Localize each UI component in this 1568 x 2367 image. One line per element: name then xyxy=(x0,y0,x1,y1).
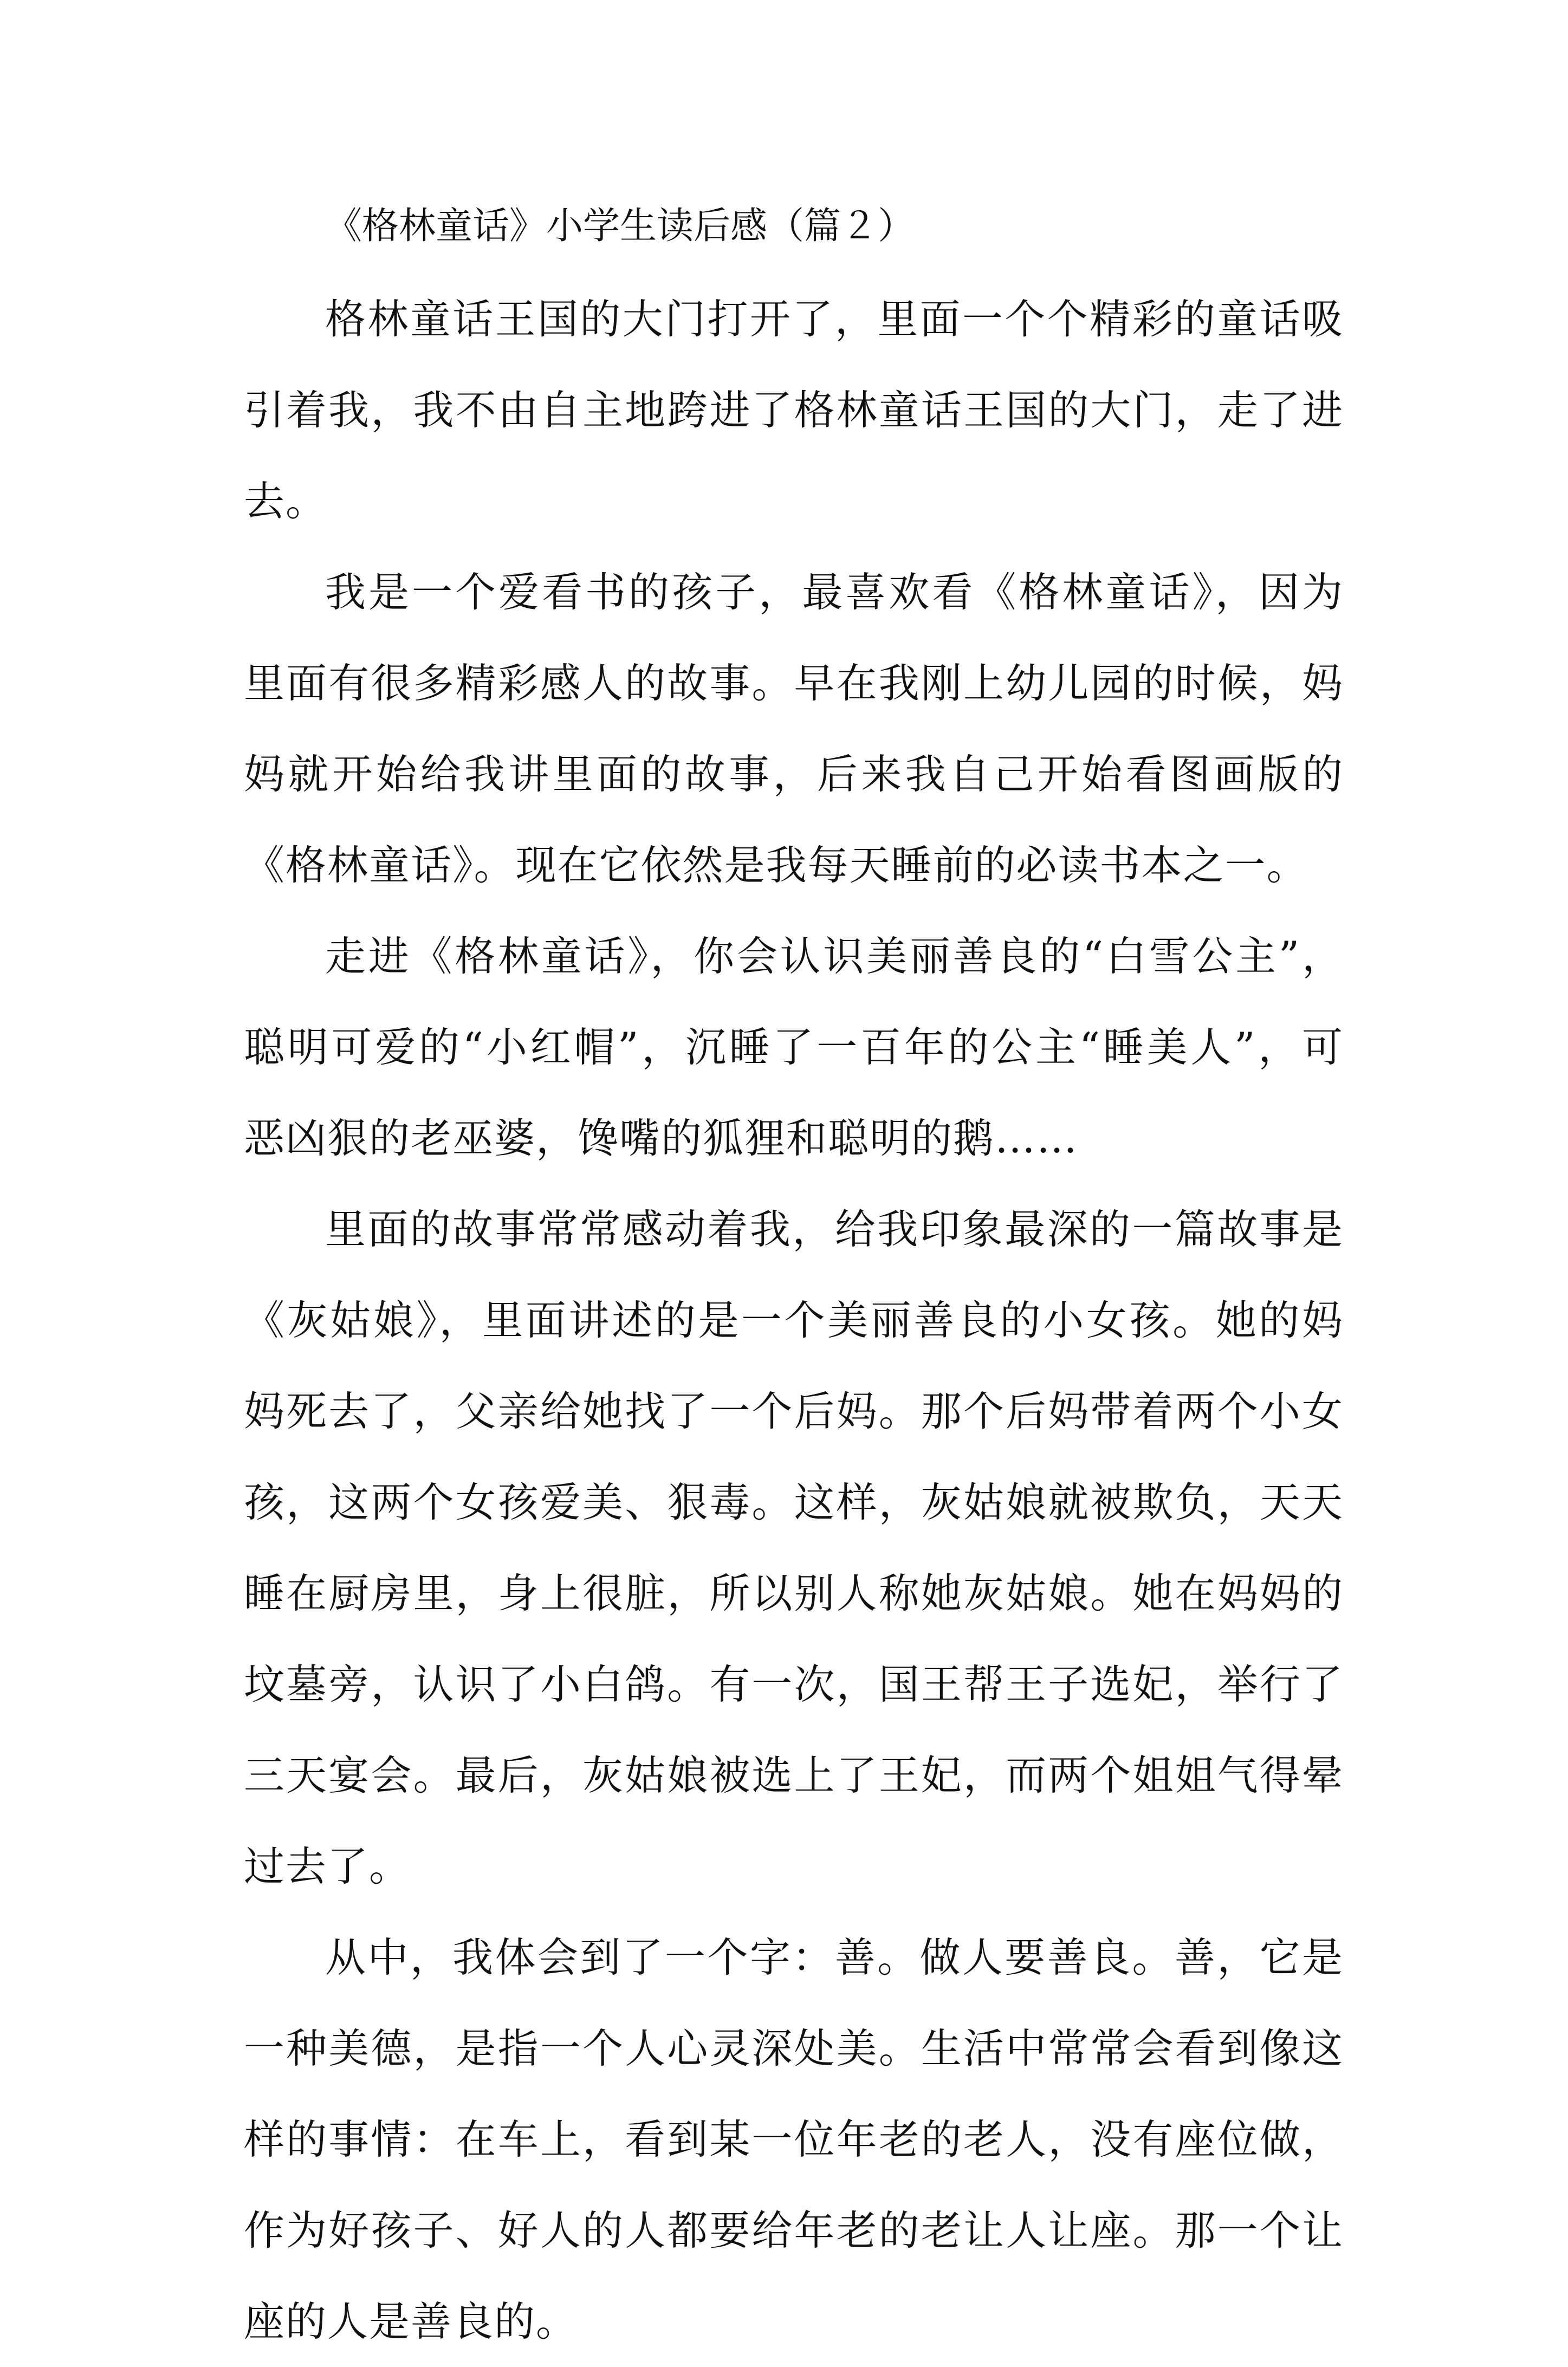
text-line: 一种美德，是指一个人心灵深处美。生活中常常会看到像这 xyxy=(244,2025,1344,2072)
text-line: 睡在厨房里，身上很脏，所以别人称她灰姑娘。她在妈妈的 xyxy=(244,1570,1344,1617)
text-line: 过去了。 xyxy=(244,1843,411,1890)
text-line: 我是一个爱看书的孩子，最喜欢看《格林童话》，因为 xyxy=(325,568,1344,616)
text-line: 三天宴会。最后，灰姑娘被选上了王妃，而两个姐姐气得晕 xyxy=(244,1752,1344,1799)
text-line: 作为好孩子、好人的人都要给年老的老让人让座。那一个让 xyxy=(244,2207,1344,2254)
text-line: 里面的故事常常感动着我，给我印象最深的一篇故事是 xyxy=(325,1205,1344,1253)
text-line: 从中，我体会到了一个字：善。做人要善良。善，它是 xyxy=(325,1934,1344,1981)
text-line: 里面有很多精彩感人的故事。早在我刚上幼儿园的时候，妈 xyxy=(244,659,1344,707)
paragraph-1 xyxy=(244,274,1344,547)
text-line: 格林童话王国的大门打开了，里面一个个精彩的童话吸 xyxy=(325,295,1344,343)
text-line: 恶凶狠的老巫婆，馋嘴的狐狸和聪明的鹅…… xyxy=(244,1114,1079,1162)
text-line: 引着我，我不由自主地跨进了格林童话王国的大门，走了进 xyxy=(244,386,1344,434)
text-line: 《格林童话》。现在它依然是我每天睡前的必读书本之一。 xyxy=(244,841,1308,889)
document-body xyxy=(244,179,1344,2367)
paragraph-2 xyxy=(244,547,1344,911)
text-line: 《灰姑娘》，里面讲述的是一个美丽善良的小女孩。她的妈 xyxy=(244,1296,1344,1344)
text-line: 妈就开始给我讲里面的故事，后来我自己开始看图画版的 xyxy=(244,750,1344,798)
paragraph-3 xyxy=(244,911,1344,1184)
text-line: 座的人是善良的。 xyxy=(244,2298,578,2345)
text-line: 聪明可爱的“小红帽”，沉睡了一百年的公主“睡美人”，可 xyxy=(244,1023,1344,1071)
text-line: 走进《格林童话》，你会认识美丽善良的“白雪公主”， xyxy=(325,932,1344,980)
text-line: 样的事情：在车上，看到某一位年老的老人，没有座位做， xyxy=(244,2116,1344,2163)
document-title: 《格林童话》小学生读后感（篇２） xyxy=(325,205,915,248)
text-line: 妈死去了，父亲给她找了一个后妈。那个后妈带着两个小女 xyxy=(244,1387,1344,1435)
text-line: 孩，这两个女孩爱美、狠毒。这样，灰姑娘就被欺负，天天 xyxy=(244,1478,1344,1526)
text-line: 坟墓旁，认识了小白鸽。有一次，国王帮王子选妃，举行了 xyxy=(244,1661,1344,1708)
paragraph-5 xyxy=(244,1912,1344,2367)
paragraph-4 xyxy=(244,1184,1344,1912)
text-line: 去。 xyxy=(244,477,328,525)
